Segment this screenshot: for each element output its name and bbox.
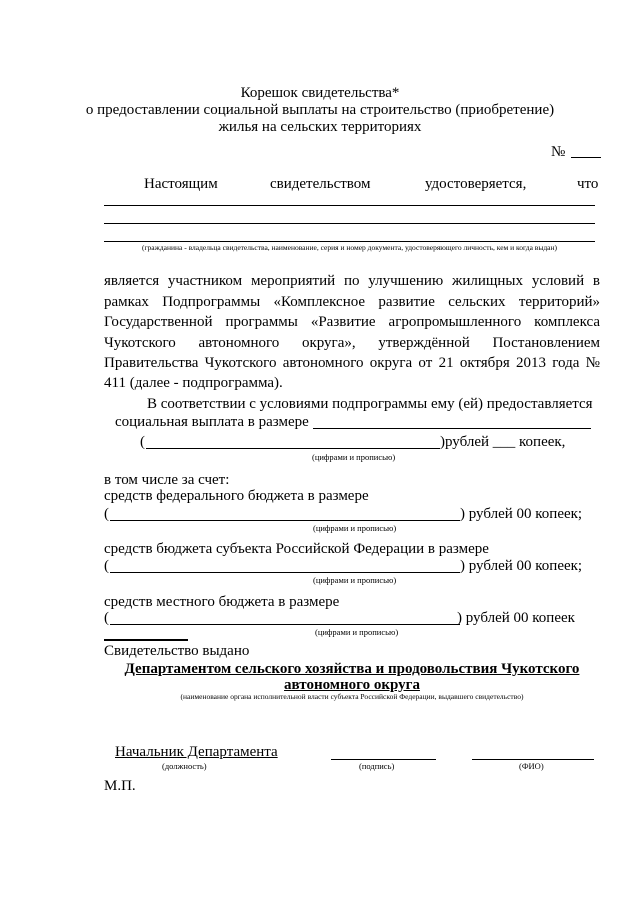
- citizen-caption: (гражданина - владельца свидетельства, наименование, серия и номер документа, удостоверяющего личность, кем и когда выдан): [141, 243, 558, 252]
- federal-label: средств федерального бюджета в размере: [104, 488, 369, 504]
- position-title: Начальник Департамента: [115, 744, 278, 760]
- federal-amount-field[interactable]: [110, 520, 460, 521]
- total-suffix: )рублей ___ копеек,: [440, 434, 566, 450]
- doc-subtitle-2: жилья на сельских территориях: [218, 119, 422, 135]
- citizen-field-line-1[interactable]: [104, 205, 595, 206]
- local-open-paren: (: [104, 610, 109, 626]
- body-line-5: Правительства Чукотского автономного округа от 21 октября 2013 года №: [104, 355, 600, 371]
- federal-open-paren: (: [104, 506, 109, 522]
- number-label: №: [551, 144, 566, 160]
- regional-open-paren: (: [104, 558, 109, 574]
- doc-title: Корешок свидетельства*: [240, 85, 400, 101]
- issued-label: Свидетельство выдано: [104, 643, 250, 659]
- local-caption: (цифрами и прописью): [315, 627, 399, 637]
- regional-label: средств бюджета субъекта Российской Федерации в размере: [104, 541, 489, 557]
- para2-line-1: В соответствии с условиями подпрограммы ему (ей) предоставляется: [147, 396, 593, 412]
- local-field-stub: [104, 639, 188, 641]
- including-label: в том числе за счет:: [104, 472, 230, 488]
- citizen-field-line-3[interactable]: [104, 241, 595, 242]
- signature-caption: (подпись): [359, 761, 395, 771]
- intro-word-2: свидетельством: [270, 176, 371, 192]
- issuing-authority-caption: (наименование органа исполнительной власти субъекта Российской Федерации, выдавшего свидетельство): [180, 692, 524, 701]
- intro-word-4: что: [577, 176, 599, 192]
- position-caption: (должность): [162, 761, 207, 771]
- local-label: средств местного бюджета в размере: [104, 594, 340, 610]
- intro-word-3: удостоверяется,: [425, 176, 527, 192]
- doc-subtitle: о предоставлении социальной выплаты на строительство (приобретение): [85, 102, 555, 118]
- issuing-authority-line-1: Департаментом сельского хозяйства и продовольствия Чукотского: [124, 661, 580, 677]
- body-line-1: является участником мероприятий по улучшению жилищных условий в: [104, 273, 600, 289]
- citizen-field-line-2[interactable]: [104, 223, 595, 224]
- full-name-field[interactable]: [472, 759, 594, 760]
- signature-field[interactable]: [331, 759, 436, 760]
- federal-suffix: ) рублей 00 копеек;: [460, 506, 583, 522]
- body-line-3: Государственной программы «Развитие агропромышленного комплекса: [104, 314, 600, 330]
- intro-word-1: Настоящим: [144, 176, 218, 192]
- body-line-4: Чукотского автономного округа», утверждённой Постановлением: [104, 335, 600, 351]
- issuing-authority-line-2: автономного округа: [284, 677, 420, 693]
- regional-suffix: ) рублей 00 копеек;: [460, 558, 583, 574]
- number-field[interactable]: [571, 157, 601, 158]
- para2-line-2: социальная выплата в размере: [115, 414, 309, 430]
- total-open-paren: (: [140, 434, 145, 450]
- federal-caption: (цифрами и прописью): [313, 523, 397, 533]
- regional-caption: (цифрами и прописью): [313, 575, 397, 585]
- regional-amount-field[interactable]: [110, 572, 460, 573]
- payment-amount-field[interactable]: [313, 428, 591, 429]
- body-line-2: рамках Подпрограммы «Комплексное развитие сельских территорий»: [104, 294, 600, 310]
- local-amount-field[interactable]: [110, 624, 460, 625]
- stamp-place: М.П.: [104, 778, 136, 794]
- full-name-caption: (ФИО): [519, 761, 544, 771]
- total-amount-field[interactable]: [146, 448, 440, 449]
- total-caption: (цифрами и прописью): [312, 452, 396, 462]
- body-line-6: 411 (далее - подпрограмма).: [104, 375, 283, 391]
- local-suffix: ) рублей 00 копеек: [457, 610, 575, 626]
